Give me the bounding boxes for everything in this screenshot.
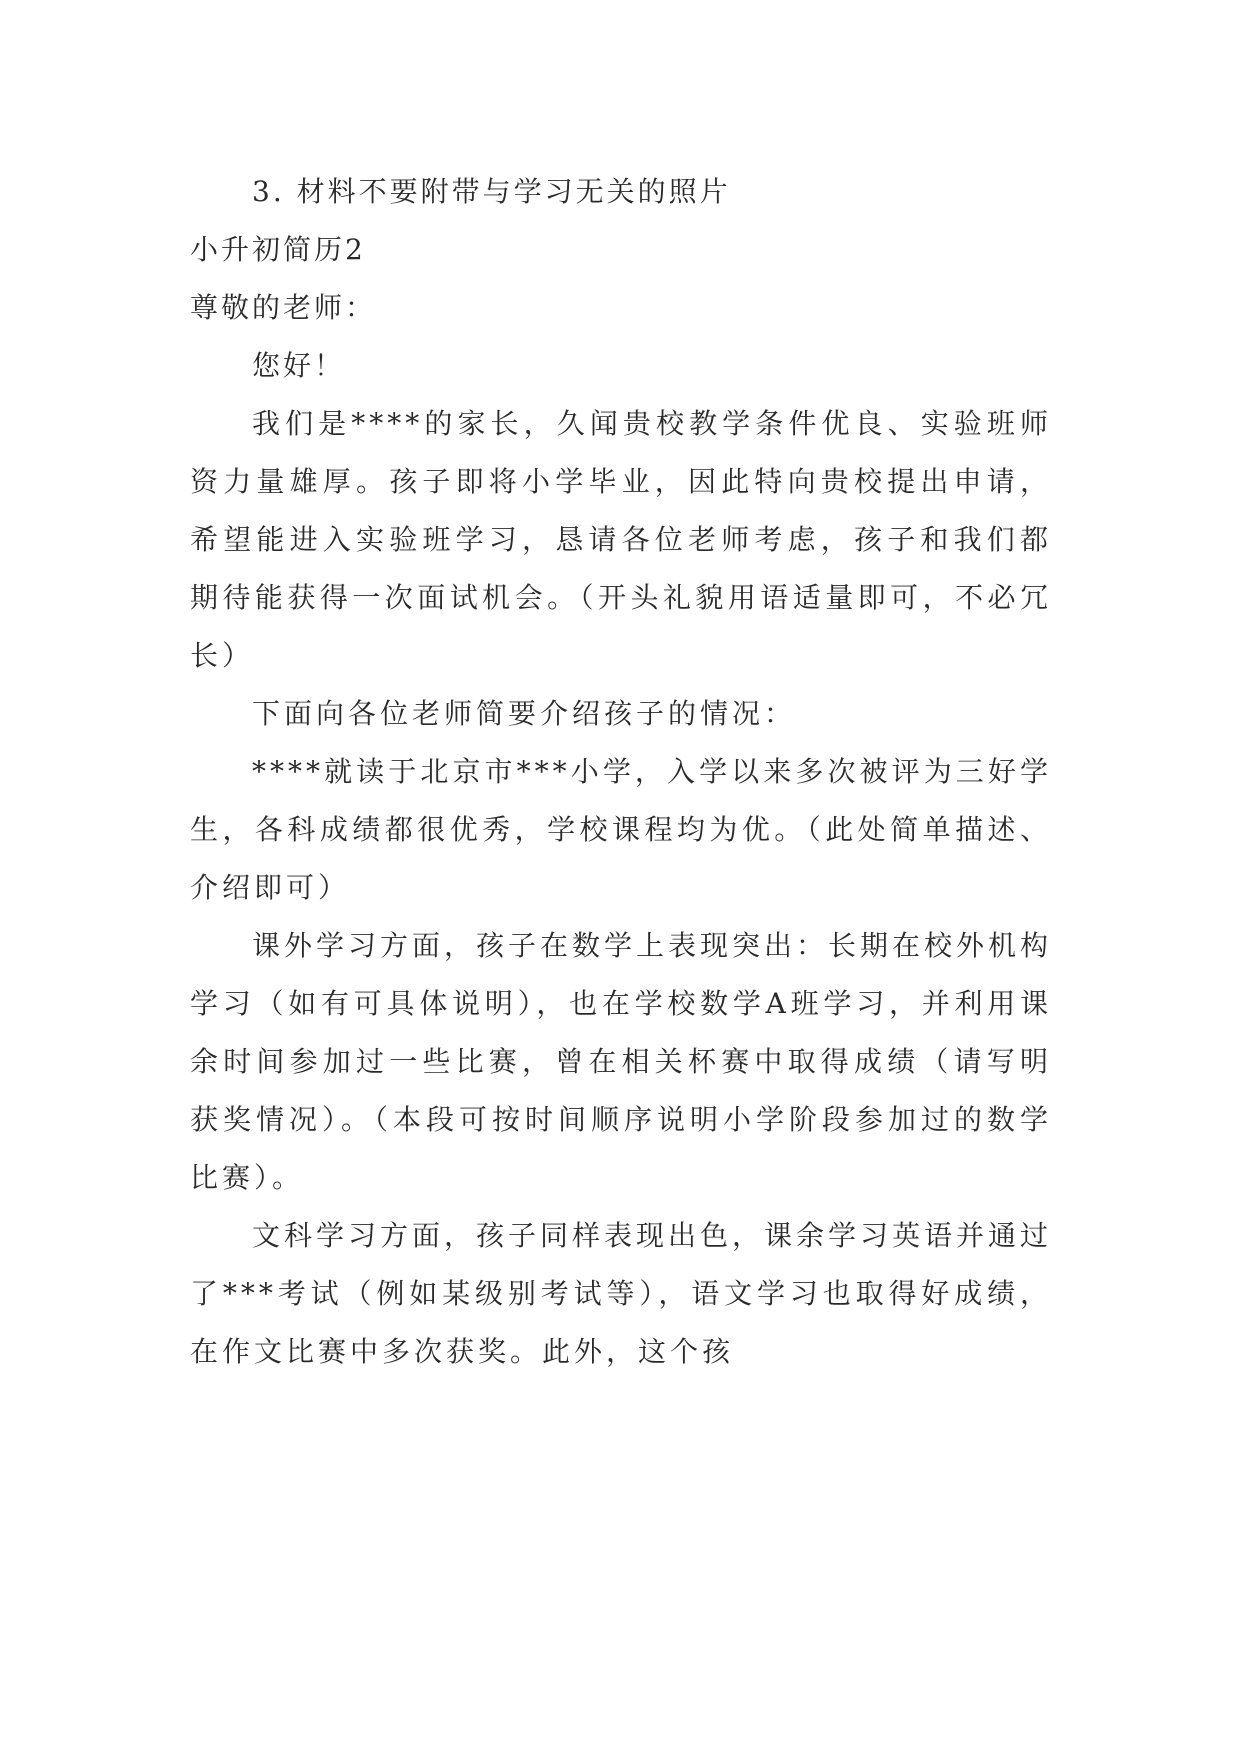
- list-item: 3. 材料不要附带与学习无关的照片: [252, 175, 731, 208]
- document-heading: 小升初简历2: [190, 233, 366, 266]
- paragraph-math: 课外学习方面，孩子在数学上表现突出：长期在校外机构学习（如有可具体说明），也在学校数学A班学习，并利用课余时间参加过一些比赛，曾在相关杯赛中取得成绩（请写明获奖情况）。（本段可按时间顺序说明小学阶段参加过的数学比赛）。: [190, 929, 1053, 1194]
- document-body: [190, 163, 1052, 1381]
- paragraph-school-record: ****就读于北京市***小学，入学以来多次被评为三好学生，各科成绩都很优秀，学校课程均为优。（此处简单描述、介绍即可）: [190, 755, 1052, 904]
- paragraph-intro: 我们是****的家长，久闻贵校教学条件优良、实验班师资力量雄厚。孩子即将小学毕业，因此特向贵校提出申请，希望能进入实验班学习，恳请各位老师考虑，孩子和我们都期待能获得一次面试机会。（开头礼貌用语适量即可，不必冗长）: [190, 407, 1052, 672]
- greeting: 您好！: [252, 349, 346, 382]
- salutation: 尊敬的老师：: [190, 291, 377, 324]
- paragraph-liberal-arts: 文科学习方面，孩子同样表现出色，课余学习英语并通过了***考试（例如某级别考试等），语文学习也取得好成绩，在作文比赛中多次获奖。此外，这个孩: [190, 1219, 1053, 1368]
- paragraph-transition: 下面向各位老师简要介绍孩子的情况：: [252, 697, 797, 730]
